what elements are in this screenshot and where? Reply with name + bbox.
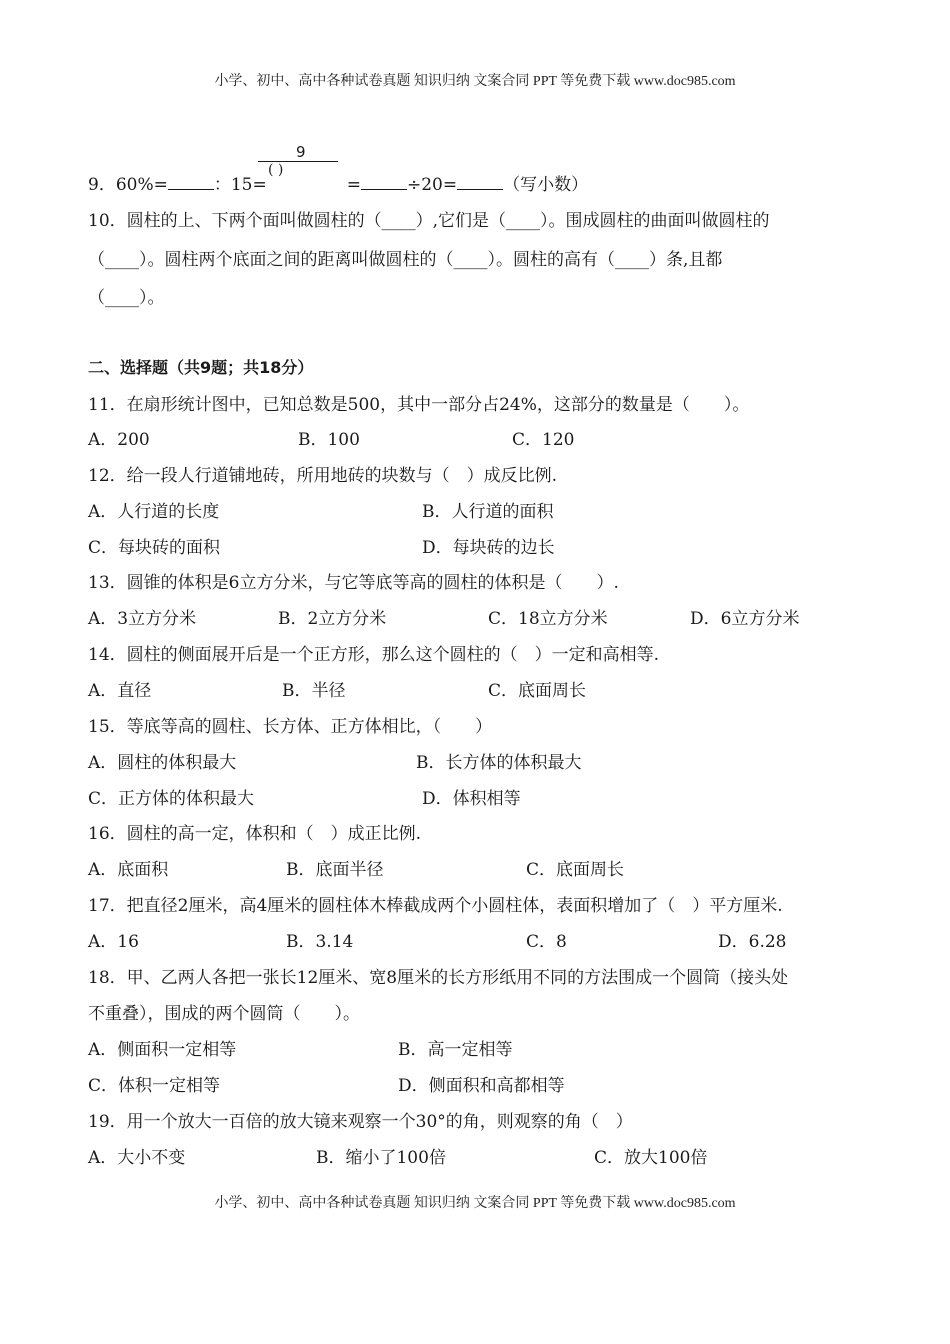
q17-option-b[interactable]: B．3.14 xyxy=(286,932,354,952)
question-12: 12．给一段人行道铺地砖，所用地砖的块数与（ ）成反比例. xyxy=(88,466,558,486)
q13-option-b[interactable]: B．2立方分米 xyxy=(278,609,387,629)
q19-option-b[interactable]: B．缩小了100倍 xyxy=(316,1148,446,1168)
q11-option-a[interactable]: A．200 xyxy=(88,430,150,450)
q12-option-b[interactable]: B．人行道的面积 xyxy=(422,502,554,522)
q9-blank-1[interactable] xyxy=(168,175,214,190)
question-13: 13．圆锥的体积是6立方分米，与它等底等高的圆柱的体积是（ ）. xyxy=(88,573,619,593)
q19-option-a[interactable]: A．大小不变 xyxy=(88,1148,186,1168)
section-title: 二、选择题（共9题；共18分） xyxy=(88,358,314,377)
question-10-line-2: （____）。圆柱两个底面之间的距离叫做圆柱的（____）。圆柱的高有（____）条,且都 xyxy=(88,250,723,270)
question-9 xyxy=(88,170,588,195)
q12-option-d[interactable]: D．每块砖的边长 xyxy=(422,538,555,558)
q14-option-b[interactable]: B．半径 xyxy=(282,681,346,701)
q15-option-b[interactable]: B．长方体的体积最大 xyxy=(416,753,582,773)
q9-blank-3[interactable] xyxy=(457,175,503,190)
q18-option-d[interactable]: D．侧面积和高都相等 xyxy=(398,1076,565,1096)
question-16: 16．圆柱的高一定，体积和（ ）成正比例. xyxy=(88,824,422,844)
q16-option-c[interactable]: C．底面周长 xyxy=(526,860,625,880)
q14-option-c[interactable]: C．底面周长 xyxy=(488,681,587,701)
q16-option-b[interactable]: B．底面半径 xyxy=(286,860,384,880)
q13-option-a[interactable]: A．3立方分米 xyxy=(88,609,197,629)
page-footer: 小学、初中、高中各种试卷真题 知识归纳 文案合同 PPT 等免费下载 www.doc985.com xyxy=(214,1196,736,1211)
q11-option-b[interactable]: B．100 xyxy=(298,430,360,450)
question-18-line-2: 不重叠），围成的两个圆筒（ ）。 xyxy=(88,1004,360,1024)
q13-option-d[interactable]: D．6立方分米 xyxy=(690,609,800,629)
q12-option-a[interactable]: A．人行道的长度 xyxy=(88,502,220,522)
q16-option-a[interactable]: A．底面积 xyxy=(88,860,169,880)
question-19: 19．用一个放大一百倍的放大镜来观察一个30°的角，则观察的角（ ） xyxy=(88,1112,633,1132)
q9-part1: 9．60%= xyxy=(88,175,168,195)
q18-option-b[interactable]: B．高一定相等 xyxy=(398,1040,513,1060)
q18-option-c[interactable]: C．体积一定相等 xyxy=(88,1076,221,1096)
q18-option-a[interactable]: A．侧面积一定相等 xyxy=(88,1040,237,1060)
q17-option-a[interactable]: A．16 xyxy=(88,932,139,952)
q11-option-c[interactable]: C．120 xyxy=(512,430,575,450)
q15-option-d[interactable]: D．体积相等 xyxy=(422,789,521,809)
fraction-denominator: ( ) xyxy=(268,162,284,178)
q13-option-c[interactable]: C．18立方分米 xyxy=(488,609,608,629)
q15-option-c[interactable]: C．正方体的体积最大 xyxy=(88,789,255,809)
q9-part4: ÷20= xyxy=(407,175,458,195)
q19-option-c[interactable]: C．放大100倍 xyxy=(594,1148,708,1168)
q9-part2: ：15= xyxy=(213,175,267,195)
q15-option-a[interactable]: A．圆柱的体积最大 xyxy=(88,753,237,773)
question-10-line-3: （____）。 xyxy=(88,288,165,308)
question-17: 17．把直径2厘米，高4厘米的圆柱体木棒截成两个小圆柱体，表面积增加了（ ）平方厘米. xyxy=(88,896,783,916)
q9-part5: （写小数） xyxy=(503,175,589,195)
q17-option-c[interactable]: C．8 xyxy=(526,932,567,952)
question-14: 14．圆柱的侧面展开后是一个正方形，那么这个圆柱的（ ）一定和高相等. xyxy=(88,645,660,665)
q9-blank-2[interactable] xyxy=(361,175,407,190)
page-header: 小学、初中、高中各种试卷真题 知识归纳 文案合同 PPT 等免费下载 www.doc985.com xyxy=(214,74,736,89)
question-10-line-1: 10．圆柱的上、下两个面叫做圆柱的（____）,它们是（____）。围成圆柱的曲面叫做圆柱的 xyxy=(88,211,770,231)
q14-option-a[interactable]: A．直径 xyxy=(88,681,152,701)
q12-option-c[interactable]: C．每块砖的面积 xyxy=(88,538,221,558)
question-18-line-1: 18．甲、乙两人各把一张长12厘米、宽8厘米的长方形纸用不同的方法围成一个圆筒（接头处 xyxy=(88,968,789,988)
question-15: 15．等底等高的圆柱、长方体、正方体相比，（ ） xyxy=(88,717,493,737)
q9-part3: = xyxy=(346,175,361,195)
question-11: 11．在扇形统计图中，已知总数是500，其中一部分占24%，这部分的数量是（ ）。 xyxy=(88,395,750,415)
fraction-numerator: 9 xyxy=(296,143,306,161)
q17-option-d[interactable]: D．6.28 xyxy=(718,932,787,952)
